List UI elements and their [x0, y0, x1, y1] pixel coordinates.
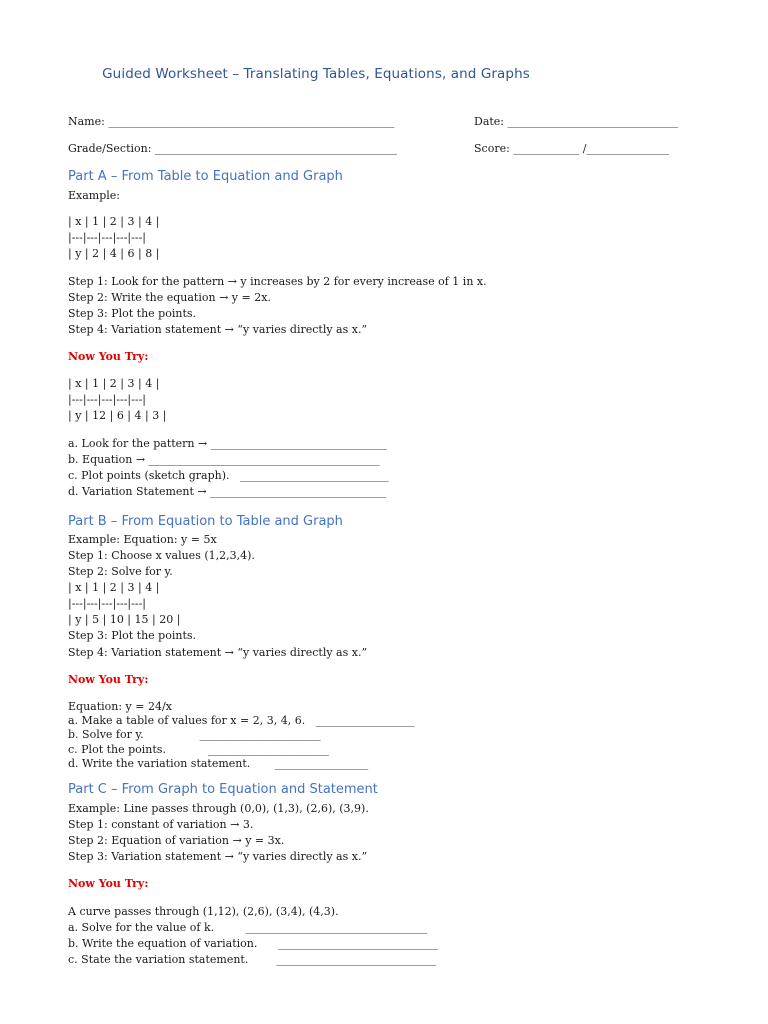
table-line: | y | 5 | 10 | 15 | 20 | [68, 613, 181, 626]
part-a-heading: Part A – From Table to Equation and Graph [68, 169, 343, 184]
content-line: Step 3: Plot the points. [68, 629, 197, 642]
try-item: a. Solve for the value of k. _________________________________ [68, 921, 428, 934]
try-item: Equation: y = 24/x [68, 700, 172, 713]
table-line: | y | 2 | 4 | 6 | 8 | [68, 247, 160, 260]
date-field: Date: _______________________________ [474, 115, 679, 128]
step-line: Step 2: Write the equation → y = 2x. [68, 291, 271, 304]
now-you-try-label: Now You Try: [68, 350, 149, 363]
table-line: |---|---|---|---|---| [68, 393, 146, 406]
try-item: b. Equation → __________________________________________ [68, 453, 380, 466]
table-line: |---|---|---|---|---| [68, 597, 146, 610]
name-field: Name: ____________________________________________________ [68, 115, 395, 128]
worksheet-title: Guided Worksheet – Translating Tables, Equations, and Graphs [102, 66, 530, 82]
try-item: d. Write the variation statement. _________________ [68, 757, 369, 770]
score-field: Score: ____________ /_______________ [474, 142, 669, 155]
now-you-try-label: Now You Try: [68, 877, 149, 890]
table-line: | x | 1 | 2 | 3 | 4 | [68, 377, 160, 390]
now-you-try-label: Now You Try: [68, 673, 149, 686]
step-line: Step 4: Variation statement → “y varies directly as x.” [68, 323, 368, 336]
content-line: Step 3: Variation statement → “y varies directly as x.” [68, 850, 368, 863]
header-row-2 [68, 142, 708, 155]
content-line: Step 4: Variation statement → “y varies directly as x.” [68, 646, 368, 659]
part-c-heading: Part C – From Graph to Equation and Statement [68, 782, 378, 797]
try-item: a. Make a table of values for x = 2, 3, 4, 6. __________________ [68, 714, 415, 727]
try-item: b. Solve for y. ______________________ [68, 728, 321, 741]
content-line: Step 1: constant of variation → 3. [68, 818, 254, 831]
table-line: | y | 12 | 6 | 4 | 3 | [68, 409, 167, 422]
step-line: Step 3: Plot the points. [68, 307, 197, 320]
example-label: Example: [68, 189, 120, 202]
header-row-1 [68, 115, 708, 128]
content-line: Step 1: Choose x values (1,2,3,4). [68, 549, 255, 562]
try-item: d. Variation Statement → ________________________________ [68, 485, 387, 498]
try-item: c. Plot points (sketch graph). ___________________________ [68, 469, 389, 482]
part-b-heading: Part B – From Equation to Table and Graph [68, 514, 343, 529]
content-line: Example: Equation: y = 5x [68, 533, 217, 546]
table-line: | x | 1 | 2 | 3 | 4 | [68, 581, 160, 594]
step-line: Step 1: Look for the pattern → y increases by 2 for every increase of 1 in x. [68, 275, 487, 288]
content-line: Example: Line passes through (0,0), (1,3), (2,6), (3,9). [68, 802, 369, 815]
try-item: A curve passes through (1,12), (2,6), (3,4), (4,3). [68, 905, 339, 918]
try-item: c. Plot the points. ______________________ [68, 743, 329, 756]
table-line: |---|---|---|---|---| [68, 231, 146, 244]
table-line: | x | 1 | 2 | 3 | 4 | [68, 215, 160, 228]
try-item: b. Write the equation of variation. _____________________________ [68, 937, 438, 950]
try-item: c. State the variation statement. _____________________________ [68, 953, 436, 966]
grade-section-field: Grade/Section: ____________________________________________ [68, 142, 397, 155]
content-line: Step 2: Solve for y. [68, 565, 173, 578]
content-line: Step 2: Equation of variation → y = 3x. [68, 834, 285, 847]
try-item: a. Look for the pattern → ________________________________ [68, 437, 387, 450]
